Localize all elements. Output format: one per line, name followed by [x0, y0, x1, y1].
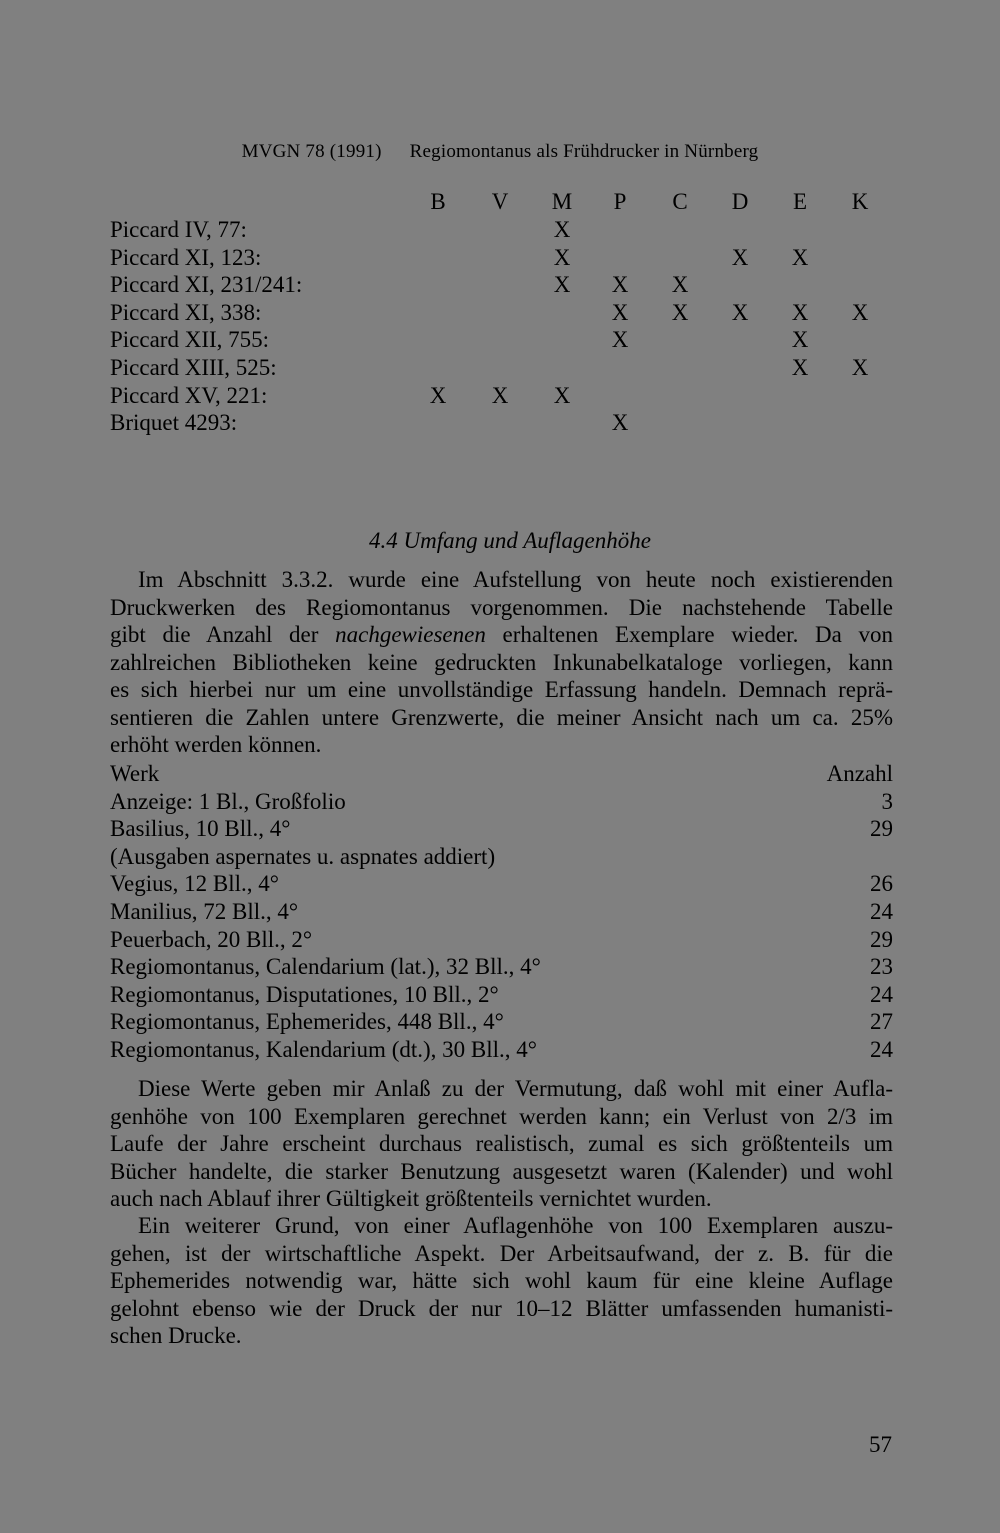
watermark-column-header: V	[491, 189, 509, 214]
line-text: gehen, ist der wirtschaftliche Aspekt. Der Arbeitsaufwand, der z. B. für die	[110, 1240, 893, 1266]
text-line	[110, 1075, 893, 1103]
watermark-mark: X	[851, 355, 869, 380]
watermark-column-header: K	[851, 189, 869, 214]
copy-count: 24	[870, 1037, 893, 1062]
line-text: auch nach Ablauf ihrer Gültigkeit größtenteils vernichtet wurden.	[110, 1186, 712, 1211]
watermark-row-label: Piccard XV, 221:	[110, 382, 268, 408]
watermark-mark: X	[553, 244, 571, 270]
copy-count: 24	[870, 899, 893, 924]
text-line	[110, 704, 893, 732]
line-text: erhöht werden können.	[110, 732, 322, 757]
watermark-row-label: Piccard XII, 755:	[110, 327, 270, 353]
work-title: Regiomontanus, Calendarium (lat.), 32 Bll., 4°	[110, 954, 541, 980]
text-line	[110, 1158, 893, 1186]
paragraph-economic	[110, 1212, 893, 1350]
copy-count: 24	[870, 981, 893, 1007]
watermark-mark: X	[491, 382, 509, 408]
work-title: Vegius, 12 Bll., 4°	[110, 871, 279, 897]
line-text: erhaltenen Exemplare wieder. Da von	[485, 622, 893, 647]
work-title: Basilius, 10 Bll., 4°	[110, 816, 291, 842]
watermark-mark: X	[611, 272, 629, 298]
watermark-row-label: Piccard XIII, 525:	[110, 355, 277, 380]
watermark-row-label: Piccard IV, 77:	[110, 217, 247, 242]
work-title: Regiomontanus, Ephemerides, 448 Bll., 4°	[110, 1009, 504, 1035]
section-heading: 4.4 Umfang und Auflagenhöhe	[369, 528, 651, 553]
line-text: Bücher handelte, die starker Benutzung ausgesetzt waren (Kalender) und wohl	[110, 1158, 893, 1184]
text-line	[110, 731, 893, 759]
work-title: Peuerbach, 20 Bll., 2°	[110, 926, 313, 952]
intro-paragraph	[110, 566, 893, 759]
line-text: Druckwerken des Regiomontanus vorgenommen. Die nachstehende Tabelle	[110, 594, 893, 620]
line-text: genhöhe von 100 Exemplaren gerechnet werden kann; ein Verlust von 2/3 im	[110, 1103, 893, 1129]
watermark-mark: X	[429, 382, 447, 408]
line-text: schen Drucke.	[110, 1323, 242, 1348]
watermark-column-header: E	[792, 189, 808, 214]
work-title: Manilius, 72 Bll., 4°	[110, 899, 299, 924]
copy-count: 23	[870, 954, 893, 980]
line-text: sentieren die Zahlen untere Grenzwerte, die meiner Ansicht nach um ca. 25%	[110, 704, 893, 730]
copy-count: 29	[870, 816, 893, 842]
line-text: Laufe der Jahre erscheint durchaus realistisch, zumal es sich größtenteils um	[110, 1131, 893, 1156]
watermark-mark: X	[671, 272, 689, 298]
watermark-column-header: B	[430, 189, 446, 214]
text-line	[110, 1240, 893, 1268]
watermark-column-header: P	[613, 189, 627, 214]
watermark-row-label: Piccard XI, 231/241:	[110, 272, 303, 298]
watermark-mark: X	[791, 299, 809, 325]
text-line	[110, 1212, 893, 1240]
line-text: Im Abschnitt 3.3.2. wurde eine Aufstellung von heute noch existierenden	[138, 567, 893, 592]
line-text: Ein weiterer Grund, von einer Auflagenhöhe von 100 Exemplaren auszu-	[138, 1213, 893, 1238]
work-title: Regiomontanus, Kalendarium (dt.), 30 Bll., 4°	[110, 1037, 537, 1062]
watermark-mark: X	[851, 299, 869, 325]
text-line	[110, 566, 893, 594]
text-line	[110, 1322, 893, 1350]
text-line	[110, 1130, 893, 1158]
watermark-column-header: D	[731, 189, 749, 214]
running-head	[0, 141, 1000, 163]
work-title: Werk	[110, 761, 160, 786]
text-line	[110, 649, 893, 677]
watermark-mark: X	[731, 299, 749, 325]
copy-count: 29	[870, 926, 893, 952]
text-line	[110, 621, 893, 649]
watermark-mark: X	[611, 410, 629, 436]
line-text: gibt die Anzahl der	[110, 622, 336, 647]
line-text: gelohnt ebenso wie der Druck der nur 10–12 Blätter umfassenden humanisti-	[110, 1295, 893, 1321]
copy-count: 27	[870, 1009, 893, 1035]
watermark-mark: X	[611, 327, 629, 353]
copy-count: Anzahl	[826, 761, 893, 786]
line-text: Ephemerides notwendig war, hätte sich wohl kaum für eine kleine Auflage	[110, 1268, 893, 1293]
running-head-title: Regiomontanus als Frühdrucker in Nürnberg	[409, 141, 759, 162]
running-head-journal: MVGN 78 (1991)	[241, 141, 382, 162]
watermark-mark: X	[731, 244, 749, 270]
text-line	[110, 594, 893, 622]
watermark-row-label: Piccard XI, 123:	[110, 244, 262, 270]
work-title: Regiomontanus, Disputationes, 10 Bll., 2°	[110, 981, 499, 1007]
text-line	[110, 1295, 893, 1323]
emphasized-word: nachgewiesenen	[335, 622, 486, 647]
line-text: es sich hierbei nur um eine unvollständige Erfassung handeln. Demnach reprä-	[110, 677, 893, 702]
watermark-mark: X	[611, 299, 629, 325]
watermark-row-label: Piccard XI, 338:	[110, 299, 262, 325]
watermark-mark: X	[791, 355, 809, 380]
watermark-column-header: C	[672, 189, 688, 214]
watermark-mark: X	[671, 299, 689, 325]
page-number: 57	[869, 1432, 892, 1457]
watermark-mark: X	[553, 272, 571, 298]
work-title: Anzeige: 1 Bl., Großfolio	[110, 788, 346, 814]
text-line	[110, 1267, 893, 1295]
watermark-mark: X	[791, 327, 809, 353]
watermark-column-header: M	[551, 189, 573, 214]
text-line	[110, 1103, 893, 1131]
copy-count: 26	[870, 871, 893, 897]
watermark-mark: X	[553, 382, 571, 408]
work-title: (Ausgaben aspernates u. aspnates addiert)	[110, 843, 496, 869]
watermark-mark: X	[791, 244, 809, 270]
text-line	[110, 676, 893, 704]
copy-count: 3	[881, 788, 893, 814]
line-text: zahlreichen Bibliotheken keine gedruckten Inkunabelkataloge vorliegen, kann	[110, 649, 893, 675]
line-text: Diese Werte geben mir Anlaß zu der Vermutung, daß wohl mit einer Aufla-	[138, 1076, 893, 1101]
text-line	[110, 1185, 893, 1213]
watermark-mark: X	[553, 217, 571, 242]
paragraph-conclusion	[110, 1075, 893, 1213]
watermark-row-label: Briquet 4293:	[110, 410, 238, 436]
